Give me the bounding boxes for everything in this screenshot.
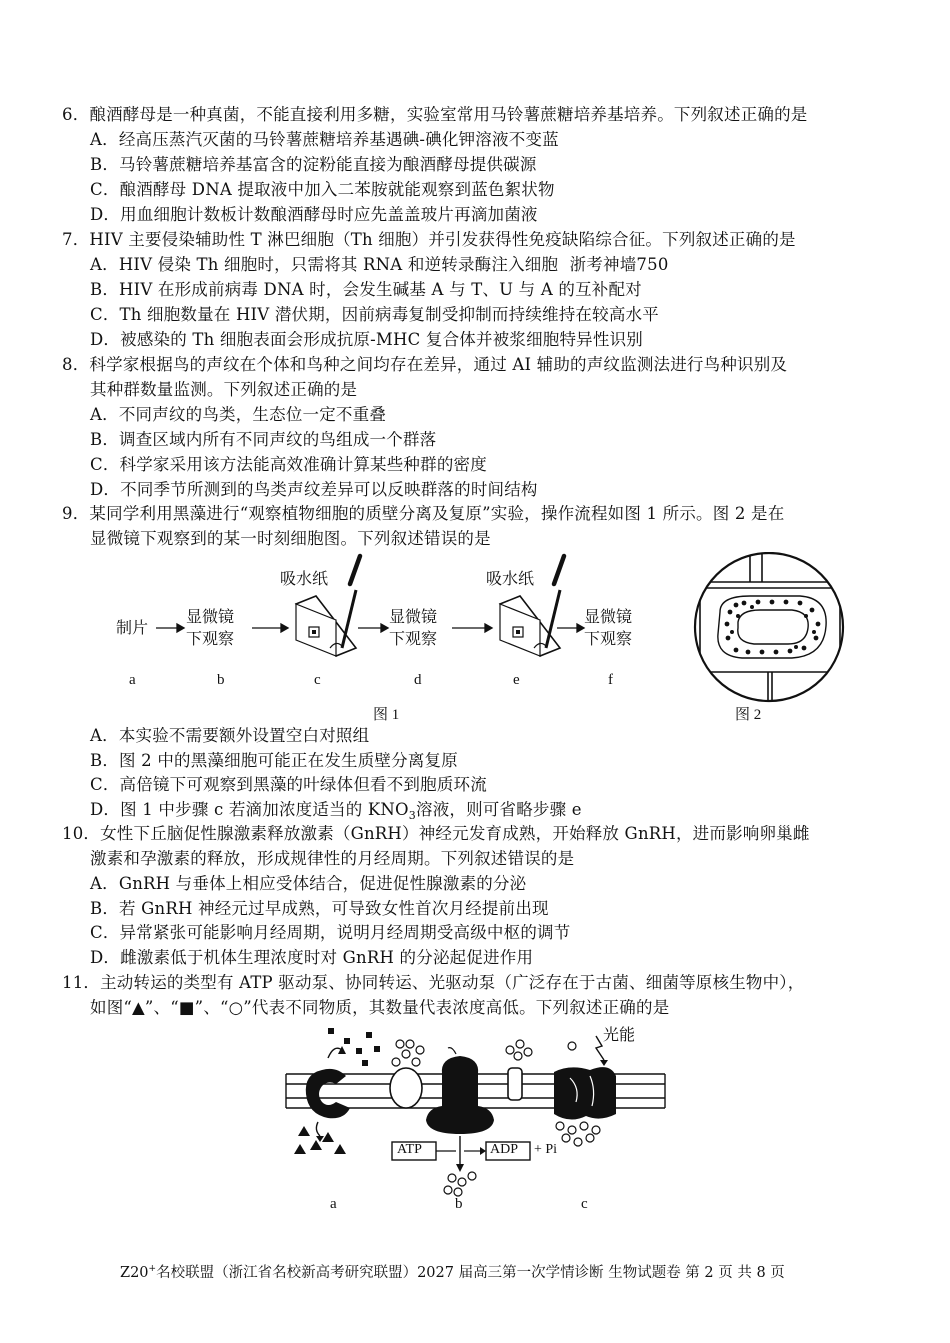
q10-option-d: D．雌激素低于机体生理浓度时对 GnRH 的分泌起促进作用 — [90, 948, 534, 967]
transport-letter-a: a — [330, 1196, 337, 1212]
watermark-text: 浙考神墙750 — [569, 255, 669, 274]
q10-option-c: C．异常紧张可能影响月经周期，说明月经周期受高级中枢的调节 — [90, 923, 571, 942]
q7-option-c: C．Th 细胞数量在 HIV 潜伏期，因前病毒复制受抑制而持续维持在较高水平 — [90, 305, 659, 324]
q9-stem-line2: 显微镜下观察到的某一时刻细胞图。下列叙述错误的是 — [90, 529, 491, 548]
q6-option-a: A．经高压蒸汽灭菌的马铃薯蔗糖培养基遇碘-碘化钾溶液不变蓝 — [90, 130, 559, 149]
atp-label: ATP — [397, 1142, 422, 1157]
q11-stem-line2: 如图“▲”、“■”、“○”代表不同物质，其数量代表浓度高低。下列叙述正确的是 — [90, 998, 670, 1017]
flow-observe-f-line1: 显微镜 — [584, 607, 633, 626]
q9-option-a: A．本实验不需要额外设置空白对照组 — [90, 726, 370, 745]
q8-stem-line1: 8．科学家根据鸟的声纹在个体和鸟种之间均存在差异，通过 AI 辅助的声纹监测法进行鸟种识别及 — [62, 355, 788, 374]
figure-1-caption: 图 1 — [373, 707, 400, 723]
q10-stem-line2: 激素和孕激素的释放，形成规律性的月经周期。下列叙述错误的是 — [90, 849, 575, 868]
transport-letter-c: c — [581, 1196, 588, 1212]
q7-option-b: B．HIV 在形成前病毒 DNA 时，会发生碱基 A 与 T、U 与 A 的互补配对 — [90, 280, 642, 299]
flow-observe-d-line1: 显微镜 — [389, 607, 438, 626]
pi-label: + Pi — [534, 1142, 558, 1157]
flow-letter-d: d — [414, 672, 422, 688]
q6-option-b: B．马铃薯蔗糖培养基富含的淀粉能直接为酿酒酵母提供碳源 — [90, 155, 537, 174]
flow-observe-b-line2: 下观察 — [186, 629, 235, 648]
flow-paper-c-label: 吸水纸 — [280, 569, 329, 588]
flow-letter-f: f — [608, 672, 613, 688]
light-pump-c-shape — [554, 1036, 616, 1146]
q10-option-b: B．若 GnRH 神经元过早成熟，可导致女性首次月经提前出现 — [90, 899, 549, 918]
light-energy-label: 光能 — [603, 1027, 636, 1044]
q9-option-d-subscript: 3 — [408, 809, 416, 822]
flow-observe-b-line1: 显微镜 — [186, 607, 235, 626]
q10-stem-line1: 10．女性下丘脑促性腺激素释放激素（GnRH）神经元发育成熟，开始释放 GnRH，进而影响卵巢雌 — [62, 824, 810, 843]
q6-option-c: C．酿酒酵母 DNA 提取液中加入二苯胺就能观察到蓝色絮状物 — [90, 180, 555, 199]
footer-brand-sup: + — [148, 1264, 157, 1275]
slide-c-drawing — [296, 556, 360, 656]
figure-2-caption: 图 2 — [735, 707, 762, 723]
flow-observe-f-line2: 下观察 — [584, 629, 633, 648]
flow-letter-e: e — [513, 672, 520, 688]
q8-option-a: A．不同声纹的鸟类，生态位一定不重叠 — [90, 405, 387, 424]
q9-option-d-text-end: 溶液，则可省略步骤 e — [416, 800, 582, 819]
flow-letter-b: b — [217, 672, 225, 688]
q9-option-c: C．高倍镜下可观察到黑藻的叶绿体但看不到胞质环流 — [90, 775, 487, 794]
flow-start-label: 制片 — [116, 618, 149, 637]
q6-option-d: D．用血细胞计数板计数酿酒酵母时应先盖盖玻片再滴加菌液 — [90, 205, 538, 224]
flow-observe-d-line2: 下观察 — [389, 629, 438, 648]
footer-text: 名校联盟（浙江省名校新高考研究联盟）2027 届高三第一次学情诊断 生物试题卷 第 2 页 共 8 页 — [156, 1265, 785, 1281]
q8-stem-line2: 其种群数量监测。下列叙述正确的是 — [90, 380, 358, 399]
q7-option-d: D．被感染的 Th 细胞表面会形成抗原-MHC 复合体并被浆细胞特异性识别 — [90, 330, 643, 349]
q9-stem-line1: 9．某同学利用黑藻进行“观察植物细胞的质壁分离及复原”实验，操作流程如图 1 所示。图 2 是在 — [62, 504, 785, 523]
transport-letter-b: b — [455, 1196, 463, 1212]
figure-2-cell-drawing — [680, 552, 860, 712]
q8-option-d: D．不同季节所测到的鸟类声纹差异可以反映群落的时间结构 — [90, 480, 538, 499]
q6-stem: 6．酿酒酵母是一种真菌，不能直接利用多糖，实验室常用马铃薯蔗糖培养基培养。下列叙述正确的是 — [62, 105, 808, 124]
q10-option-a: A．GnRH 与垂体上相应受体结合，促进促性腺激素的分泌 — [90, 874, 527, 893]
pump-a-shape — [294, 1028, 380, 1154]
q11-stem-line1: 11．主动转运的类型有 ATP 驱动泵、协同转运、光驱动泵（广泛存在于古菌、细菌等原核生物中）， — [62, 973, 805, 992]
page-footer — [120, 1261, 785, 1282]
q8-option-c: C．科学家采用该方法能高效准确计算某些种群的密度 — [90, 455, 487, 474]
q8-option-b: B．调查区域内所有不同声纹的鸟组成一个群落 — [90, 430, 437, 449]
q7-option-a-text: A．HIV 侵染 Th 细胞时，只需将其 RNA 和逆转录酶注入细胞 — [90, 255, 559, 274]
channel-shape — [506, 1040, 532, 1100]
membrane-drawing — [270, 1018, 690, 1218]
flow-paper-e-label: 吸水纸 — [486, 569, 535, 588]
q9-option-d-text: D．图 1 中步骤 c 若滴加浓度适当的 KNO — [90, 800, 409, 819]
slide-e-drawing — [500, 556, 564, 656]
q7-stem: 7．HIV 主要侵染辅助性 T 淋巴细胞（Th 细胞）并引发获得性免疫缺陷综合征。下列叙述正确的是 — [62, 230, 796, 249]
adp-label: ADP — [490, 1142, 519, 1157]
q9-option-d — [90, 799, 582, 823]
footer-brand: Z20 — [120, 1265, 149, 1281]
flow-letter-a: a — [129, 672, 136, 688]
q9-option-b: B．图 2 中的黑藻细胞可能正在发生质壁分离复原 — [90, 751, 458, 770]
flow-letter-c: c — [314, 672, 321, 688]
